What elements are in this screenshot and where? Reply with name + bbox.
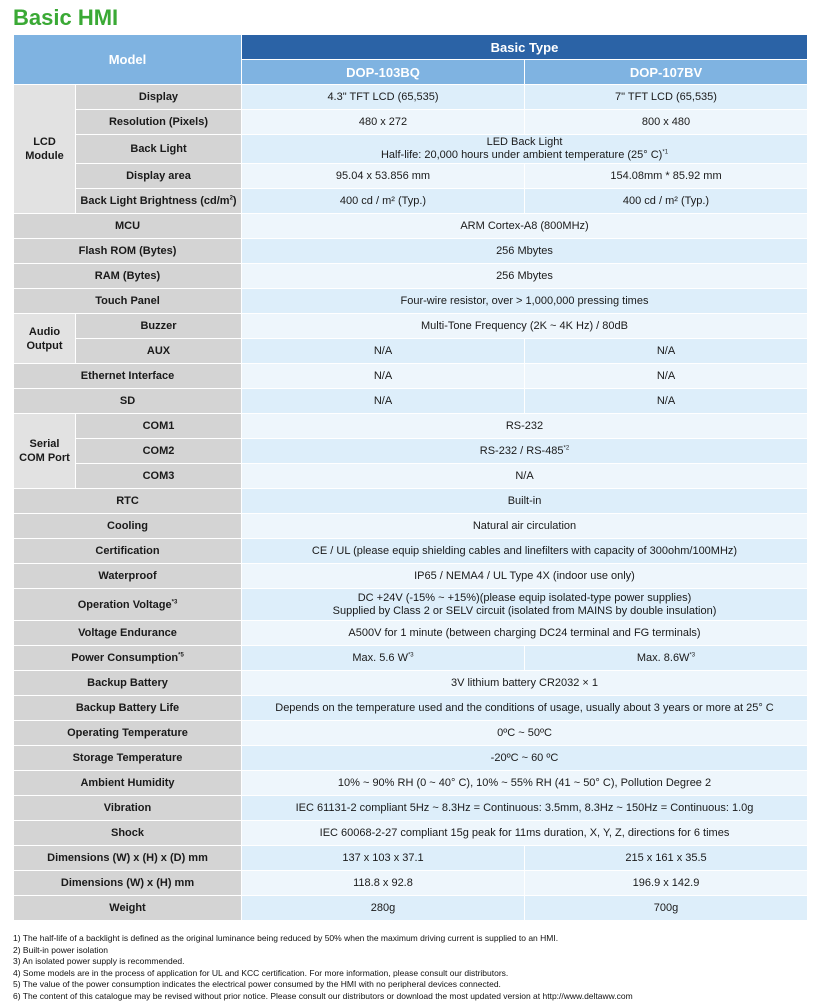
spec-value-text: 118.8 x 92.8 xyxy=(353,876,413,889)
spec-label xyxy=(14,364,242,389)
spec-label-text: SD xyxy=(119,395,136,407)
spec-label-text: Back Light Brightness (cd/m xyxy=(80,195,230,207)
spec-label xyxy=(76,135,242,164)
spec-value-text: N/A xyxy=(656,394,676,407)
spec-label xyxy=(14,671,242,696)
spec-label xyxy=(76,85,242,110)
spec-value-model-1 xyxy=(242,339,525,364)
spec-label xyxy=(76,164,242,189)
model-header: Model xyxy=(14,35,242,85)
spec-label xyxy=(14,239,242,264)
spec-value xyxy=(242,621,808,646)
footnote: 3) An isolated power supply is recommended. xyxy=(13,956,185,967)
spec-value-model-1 xyxy=(242,85,525,110)
spec-value-model-2 xyxy=(525,164,808,189)
spec-value-text: N/A xyxy=(373,344,393,357)
spec-row xyxy=(14,646,808,671)
footnote-ref: *3 xyxy=(407,651,414,658)
spec-row xyxy=(14,896,808,921)
spec-value xyxy=(242,135,808,164)
spec-label xyxy=(76,439,242,464)
spec-value-text: N/A xyxy=(656,369,676,382)
spec-value-model-1 xyxy=(242,189,525,214)
spec-label xyxy=(14,214,242,239)
spec-row xyxy=(14,564,808,589)
spec-value-text: 700g xyxy=(653,901,679,914)
spec-value-model-2 xyxy=(525,189,808,214)
spec-label xyxy=(14,896,242,921)
spec-row xyxy=(14,514,808,539)
footnote-ref: *1 xyxy=(662,149,669,156)
spec-label xyxy=(14,289,242,314)
group-label-audio: Audio Output xyxy=(14,314,76,364)
spec-label-end: ) xyxy=(232,195,237,207)
spec-value-text: 10% ~ 90% RH (0 ~ 40° C), 10% ~ 55% RH (41 ~ 50° C), Pollution Degree 2 xyxy=(337,776,712,789)
model-name-2: DOP-107BV xyxy=(525,60,808,85)
spec-label xyxy=(14,489,242,514)
spec-row xyxy=(14,671,808,696)
spec-value xyxy=(242,589,808,621)
spec-value xyxy=(242,289,808,314)
spec-value-text: N/A xyxy=(373,369,393,382)
spec-row xyxy=(14,439,808,464)
spec-row xyxy=(14,746,808,771)
spec-label xyxy=(76,339,242,364)
spec-value-text: 196.9 x 142.9 xyxy=(632,876,700,889)
spec-row xyxy=(14,189,808,214)
spec-value-text: 95.04 x 53.856 mm xyxy=(335,169,431,182)
spec-label-text: Shock xyxy=(110,827,144,839)
spec-value xyxy=(242,414,808,439)
spec-label xyxy=(14,771,242,796)
spec-row xyxy=(14,364,808,389)
spec-value-model-1 xyxy=(242,896,525,921)
spec-label-text: AUX xyxy=(146,345,171,357)
spec-row xyxy=(14,414,808,439)
spec-value-text: 7" TFT LCD (65,535) xyxy=(615,90,717,103)
spec-value xyxy=(242,821,808,846)
spec-label xyxy=(14,539,242,564)
footnote-ref: *3 xyxy=(689,651,696,658)
spec-value-text: 0ºC ~ 50ºC xyxy=(497,726,552,739)
spec-row xyxy=(14,85,808,110)
spec-label xyxy=(14,621,242,646)
spec-value-text: IEC 61131-2 compliant 5Hz ~ 8.3Hz = Continuous: 3.5mm, 8.3Hz ~ 150Hz = Continuous: 1.0g xyxy=(295,801,754,814)
footnote-ref: *3 xyxy=(171,598,178,605)
spec-value-text: 256 Mbytes xyxy=(496,269,553,282)
footnote: 4) Some models are in the process of application for UL and KCC certification. For more information, please consult our distributors. xyxy=(13,967,509,978)
footnote: 6) The content of this catalogue may be revised without prior notice. Please consult our distributors or download the most updated version at http://www.deltaww.com xyxy=(13,990,633,1001)
spec-label-text: Voltage Endurance xyxy=(78,627,177,639)
spec-value-model-2 xyxy=(525,846,808,871)
spec-value-text: 4.3" TFT LCD (65,535) xyxy=(327,90,439,103)
spec-value-text: 800 x 480 xyxy=(641,115,691,128)
spec-label-text: Dimensions (W) x (H) x (D) mm xyxy=(47,852,208,864)
spec-row xyxy=(14,239,808,264)
spec-label-text: RAM (Bytes) xyxy=(94,270,161,282)
spec-value-text: Built-in xyxy=(507,494,542,507)
spec-row xyxy=(14,589,808,621)
spec-label xyxy=(14,264,242,289)
spec-label-text: Dimensions (W) x (H) mm xyxy=(60,877,195,889)
spec-row xyxy=(14,489,808,514)
spec-label-text: Backup Battery xyxy=(87,677,168,689)
footnote: 1) The half-life of a backlight is defined as the original luminance being reduced by 50% when the maximum driving current is supplied to an HMI. xyxy=(13,933,559,943)
spec-label xyxy=(14,389,242,414)
spec-value-model-1 xyxy=(242,846,525,871)
spec-label-text: Certification xyxy=(95,545,160,557)
footnote-ref: *5 xyxy=(178,652,184,659)
spec-value-model-2 xyxy=(525,110,808,135)
spec-value-text: N/A xyxy=(656,344,676,357)
spec-label xyxy=(14,821,242,846)
spec-row xyxy=(14,289,808,314)
spec-value-model-1 xyxy=(242,646,525,671)
spec-label-text: Back Light xyxy=(130,143,187,155)
spec-value xyxy=(242,214,808,239)
spec-label-text: RTC xyxy=(116,495,139,507)
spec-value xyxy=(242,796,808,821)
spec-label xyxy=(76,414,242,439)
spec-value-model-2 xyxy=(525,646,808,671)
spec-value-text: Max. 8.6W xyxy=(636,651,690,664)
footnote: 2) Built-in power isolation xyxy=(13,944,108,955)
spec-value-text: RS-232 xyxy=(505,419,544,432)
spec-value-text: N/A xyxy=(515,469,534,482)
spec-value-text: Depends on the temperature used and the conditions of usage, usually about 3 years or more at 25° C xyxy=(275,701,774,714)
spec-value xyxy=(242,439,808,464)
spec-row xyxy=(14,539,808,564)
spec-value-model-2 xyxy=(525,896,808,921)
group-label-lcd: LCD Module xyxy=(14,85,76,214)
model-name-1: DOP-103BQ xyxy=(242,60,525,85)
spec-row xyxy=(14,846,808,871)
spec-value xyxy=(242,696,808,721)
spec-value-line2: Supplied by Class 2 or SELV circuit (isolated from MAINS by double insulation) xyxy=(332,604,717,617)
spec-value-text: DC +24V (-15% ~ +15%)(please equip isolated-type power supplies) xyxy=(357,591,692,604)
spec-value-text: 137 x 103 x 37.1 xyxy=(342,851,424,864)
spec-value xyxy=(242,746,808,771)
spec-value-text: 154.08mm * 85.92 mm xyxy=(610,169,722,182)
spec-value-text: 480 x 272 xyxy=(358,115,408,128)
spec-value-text: CE / UL (please equip shielding cables and linefilters with capacity of 300ohm/100MHz) xyxy=(311,544,738,557)
spec-value-text: A500V for 1 minute (between charging DC24 terminal and FG terminals) xyxy=(348,626,701,639)
spec-value-text: ARM Cortex-A8 (800MHz) xyxy=(460,219,589,232)
spec-value-text: 400 cd / m² (Typ.) xyxy=(622,194,710,207)
spec-row xyxy=(14,110,808,135)
page-title: Basic HMI xyxy=(13,5,119,30)
spec-value-text: LED Back Light xyxy=(486,136,563,148)
spec-row xyxy=(14,264,808,289)
spec-value-text: IEC 60068-2-27 compliant 15g peak for 11ms duration, X, Y, Z, directions for 6 times xyxy=(319,826,730,839)
spec-label-text: Waterproof xyxy=(98,570,157,582)
spec-row xyxy=(14,135,808,164)
spec-value xyxy=(242,721,808,746)
spec-value-text: 256 Mbytes xyxy=(496,244,553,257)
spec-label-text: Backup Battery Life xyxy=(75,702,180,714)
spec-label xyxy=(14,746,242,771)
group-label-serial: Serial COM Port xyxy=(14,414,76,489)
spec-label xyxy=(76,464,242,489)
spec-row xyxy=(14,771,808,796)
spec-value xyxy=(242,514,808,539)
spec-label xyxy=(14,721,242,746)
spec-value-text: -20ºC ~ 60 ºC xyxy=(490,751,559,764)
spec-label xyxy=(14,646,242,671)
spec-row xyxy=(14,389,808,414)
spec-value xyxy=(242,671,808,696)
spec-label-text: MCU xyxy=(114,220,141,232)
spec-row xyxy=(14,796,808,821)
spec-label xyxy=(14,871,242,896)
spec-label-text: Ambient Humidity xyxy=(80,777,175,789)
footnote-ref: *2 xyxy=(563,444,570,451)
spec-label xyxy=(76,314,242,339)
spec-value xyxy=(242,539,808,564)
spec-value-model-1 xyxy=(242,871,525,896)
spec-value-model-2 xyxy=(525,85,808,110)
label-superscript: 2 xyxy=(229,195,233,202)
spec-label-text: Power Consumption xyxy=(71,652,179,664)
spec-label-text: Touch Panel xyxy=(95,295,160,307)
spec-value-model-1 xyxy=(242,389,525,414)
spec-row xyxy=(14,314,808,339)
footnotes xyxy=(13,933,813,1003)
spec-value-text: Multi-Tone Frequency (2K ~ 4K Hz) / 80dB xyxy=(421,319,628,332)
spec-value xyxy=(242,239,808,264)
spec-label xyxy=(14,514,242,539)
spec-label xyxy=(14,796,242,821)
spec-value-line2: Half-life: 20,000 hours under ambient temperature (25° C) xyxy=(380,149,663,161)
spec-row xyxy=(14,164,808,189)
spec-value-text: Four-wire resistor, over > 1,000,000 pressing times xyxy=(400,294,649,307)
spec-label xyxy=(76,189,242,214)
spec-value xyxy=(242,771,808,796)
spec-label-text: Operation Voltage xyxy=(77,598,172,611)
spec-label-text: Weight xyxy=(109,902,146,914)
spec-label xyxy=(76,110,242,135)
spec-value-text: IP65 / NEMA4 / UL Type 4X (indoor use only) xyxy=(414,569,635,582)
spec-row xyxy=(14,871,808,896)
spec-value-text: 280g xyxy=(370,901,396,914)
spec-label-text: Operating Temperature xyxy=(67,727,188,739)
spec-row xyxy=(14,214,808,239)
spec-value-text: Natural air circulation xyxy=(472,519,577,532)
spec-row xyxy=(14,696,808,721)
spec-label-text: Display xyxy=(138,91,179,103)
spec-value-text: N/A xyxy=(373,394,393,407)
spec-label-text: Vibration xyxy=(103,802,152,814)
spec-row xyxy=(14,821,808,846)
spec-label xyxy=(14,589,242,621)
spec-label-text: Resolution (Pixels) xyxy=(108,116,209,128)
basic-type-header: Basic Type xyxy=(242,35,808,60)
spec-label xyxy=(14,564,242,589)
spec-row xyxy=(14,339,808,364)
spec-label-text: Storage Temperature xyxy=(72,752,183,764)
spec-value xyxy=(242,564,808,589)
spec-value xyxy=(242,489,808,514)
spec-row xyxy=(14,464,808,489)
spec-value-model-2 xyxy=(525,871,808,896)
spec-label-text: COM3 xyxy=(142,470,175,482)
spec-value xyxy=(242,264,808,289)
spec-label-text: COM1 xyxy=(142,420,175,432)
spec-value xyxy=(242,314,808,339)
spec-label-text: Flash ROM (Bytes) xyxy=(78,245,177,257)
spec-label-text: Cooling xyxy=(107,520,148,532)
spec-value-text: Max. 5.6 W xyxy=(352,651,408,664)
spec-table xyxy=(13,34,808,921)
spec-value-model-1 xyxy=(242,364,525,389)
spec-label-text: Ethernet Interface xyxy=(80,370,175,382)
spec-value xyxy=(242,464,808,489)
spec-value-model-2 xyxy=(525,389,808,414)
spec-value-text: 215 x 161 x 35.5 xyxy=(625,851,707,864)
spec-value-model-1 xyxy=(242,164,525,189)
spec-value-text: RS-232 / RS-485 xyxy=(479,444,564,457)
spec-label-text: COM2 xyxy=(142,445,175,457)
spec-row xyxy=(14,621,808,646)
spec-value-model-1 xyxy=(242,110,525,135)
spec-value-model-2 xyxy=(525,364,808,389)
spec-value-text: 400 cd / m² (Typ.) xyxy=(339,194,427,207)
spec-label xyxy=(14,846,242,871)
spec-row xyxy=(14,721,808,746)
spec-label xyxy=(14,696,242,721)
footnote: 5) The value of the power consumption indicates the electrical power consumed by the HMI with no peripheral devices connected. xyxy=(13,979,501,990)
spec-label-text: Display area xyxy=(126,170,191,182)
spec-value-text: 3V lithium battery CR2032 × 1 xyxy=(450,676,599,689)
spec-label-text: Buzzer xyxy=(140,320,177,332)
spec-value-model-2 xyxy=(525,339,808,364)
